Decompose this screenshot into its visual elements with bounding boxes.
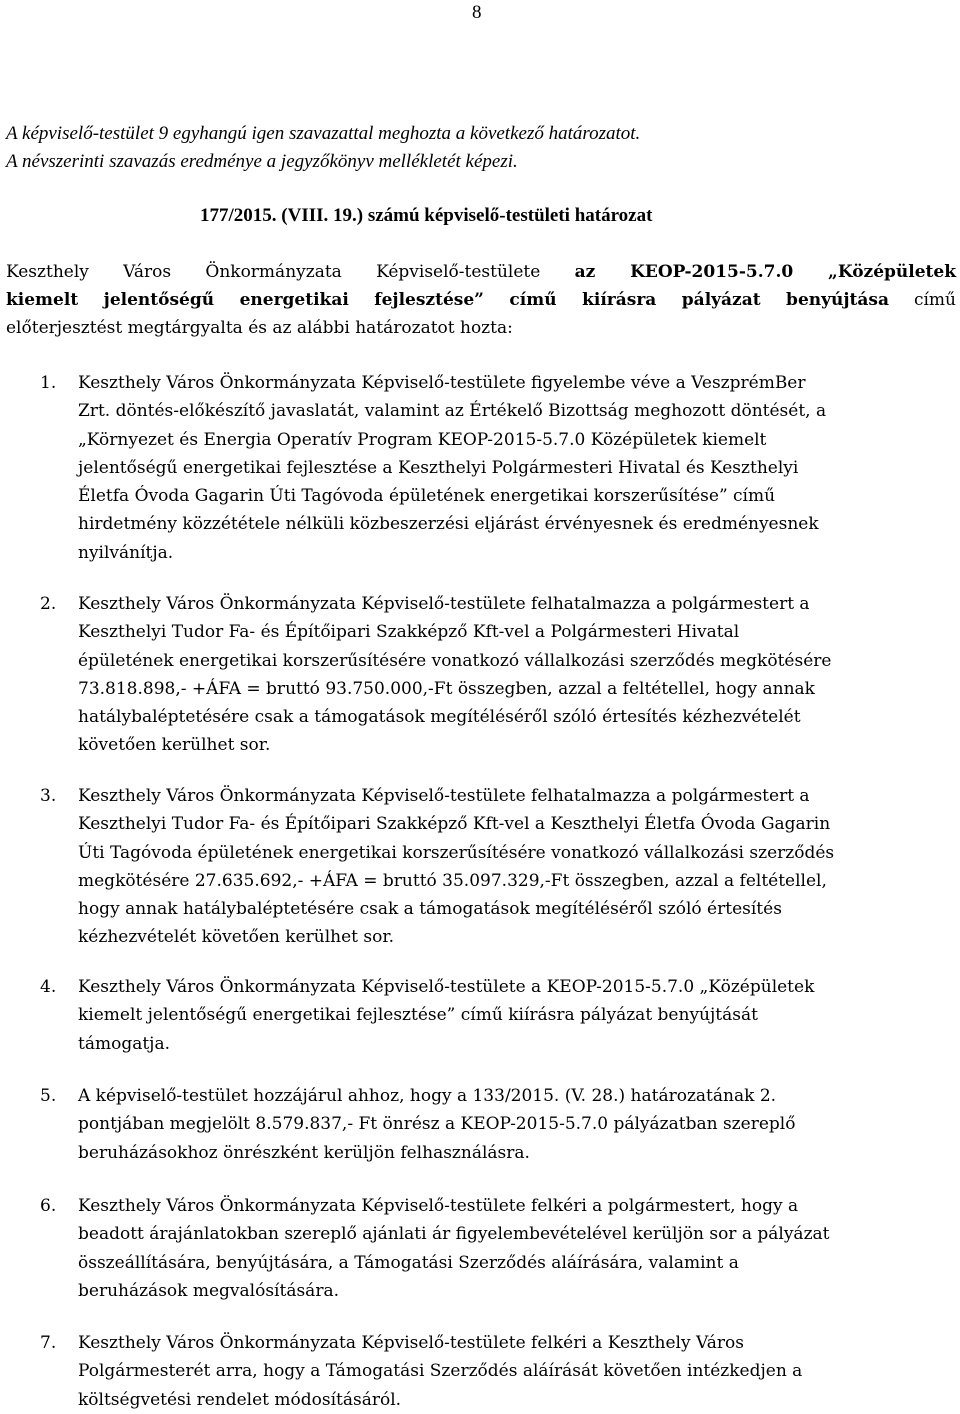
preamble-line-2: kiemelt jelentőségű energetikai fejlesztése” című kiírásra pályázat benyújtása című: [6, 290, 956, 310]
item-number: 5.: [40, 1086, 57, 1106]
item-number: 1.: [40, 373, 57, 393]
item-text: Keszthely Város Önkormányzata Képviselő-testülete felhatalmazza a polgármestert a Keszthelyi Tudor Fa- és Építőipari Szakképző Kft-vel a Keszthelyi Életfa Óvoda Gagarin Úti Tagóvoda épületének energetikai korszerűsítésére vonatkozó vállalkozási szerződés megkötésére 27.635.692,- +ÁFA = bruttó 35.097.329,-Ft összegben, azzal a feltétellel, hogy annak hatálybaléptetésére csak a támogatások megítéléséről szóló értesítés kézhezvételét követően kerülhet sor.: [78, 786, 835, 948]
item-text: Keszthely Város Önkormányzata Képviselő-testülete felkéri a polgármestert, hogy a beadott árajánlatokban szereplő ajánlati ár figyelembevételével kerüljön sor a pályázat összeállítására, benyújtására, a Támogatási Szerződés aláírására, valamint a beruházások megvalósítására.: [78, 1196, 830, 1301]
item-number: 4.: [40, 977, 57, 997]
item-number: 2.: [40, 594, 57, 614]
item-text: Keszthely Város Önkormányzata Képviselő-testülete figyelembe véve a VeszprémBer Zrt. döntés-előkészítő javaslatát, valamint az Értékelő Bizottság meghozott döntését, a „Környezet és Energia Operatív Program KEOP-2015-5.7.0 Középületek kiemelt jelentőségű energetikai fejlesztése a Keszthelyi Polgármesteri Hivatal és Keszthelyi Életfa Óvoda Gagarin Úti Tagóvoda épületének energetikai korszerűsítése” című hirdetmény közzététele nélküli közbeszerzési eljárást érvényesnek és eredményesnek nyilvánítja.: [78, 373, 827, 563]
item-number: 7.: [40, 1333, 57, 1353]
item-text: Keszthely Város Önkormányzata Képviselő-testülete felhatalmazza a polgármestert a Keszthelyi Tudor Fa- és Építőipari Szakképző Kft-vel a Polgármesteri Hivatal épületének energetikai korszerűsítésére vonatkozó vállalkozási szerződés megkötésére 73.818.898,- +ÁFA = bruttó 93.750.000,-Ft összegben, azzal a feltétellel, hogy annak hatálybaléptetésére csak a támogatások megítéléséről szóló értesítés kézhezvételét követően kerülhet sor.: [78, 594, 832, 756]
item-text: A képviselő-testület hozzájárul ahhoz, hogy a 133/2015. (V. 28.) határozatának 2. pontjában megjelölt 8.579.837,- Ft önrész a KEOP-2015-5.7.0 pályázatban szereplő beruházásokhoz önrészként kerüljön felhasználásra.: [78, 1086, 796, 1163]
item-number: 3.: [40, 786, 57, 806]
preamble: [6, 258, 956, 342]
item-text: Keszthely Város Önkormányzata Képviselő-testülete felkéri a Keszthely Város Polgármesterét arra, hogy a Támogatási Szerződés aláírását követően intézkedjen a költségvetési rendelet módosításáról.: [78, 1333, 803, 1410]
preamble-line-1: Keszthely Város Önkormányzata Képviselő-testülete az KEOP-2015-5.7.0 „Középületek: [6, 262, 956, 282]
item-number: 6.: [40, 1196, 57, 1216]
page-number: 8: [472, 2, 482, 23]
intro-line-2: A névszerinti szavazás eredménye a jegyzőkönyv mellékletét képezi.: [6, 151, 518, 172]
resolution-number: 177/2015. (VIII. 19.) számú képviselő-testületi határozat: [200, 205, 653, 226]
intro-line-1: A képviselő-testület 9 egyhangú igen szavazattal meghozta a következő határozatot.: [6, 123, 641, 144]
preamble-line-3: előterjesztést megtárgyalta és az alábbi határozatot hozta:: [6, 318, 513, 338]
item-text: Keszthely Város Önkormányzata Képviselő-testülete a KEOP-2015-5.7.0 „Középületek kiemelt jelentőségű energetikai fejlesztése” című kiírásra pályázat benyújtását támogatja.: [78, 977, 815, 1054]
